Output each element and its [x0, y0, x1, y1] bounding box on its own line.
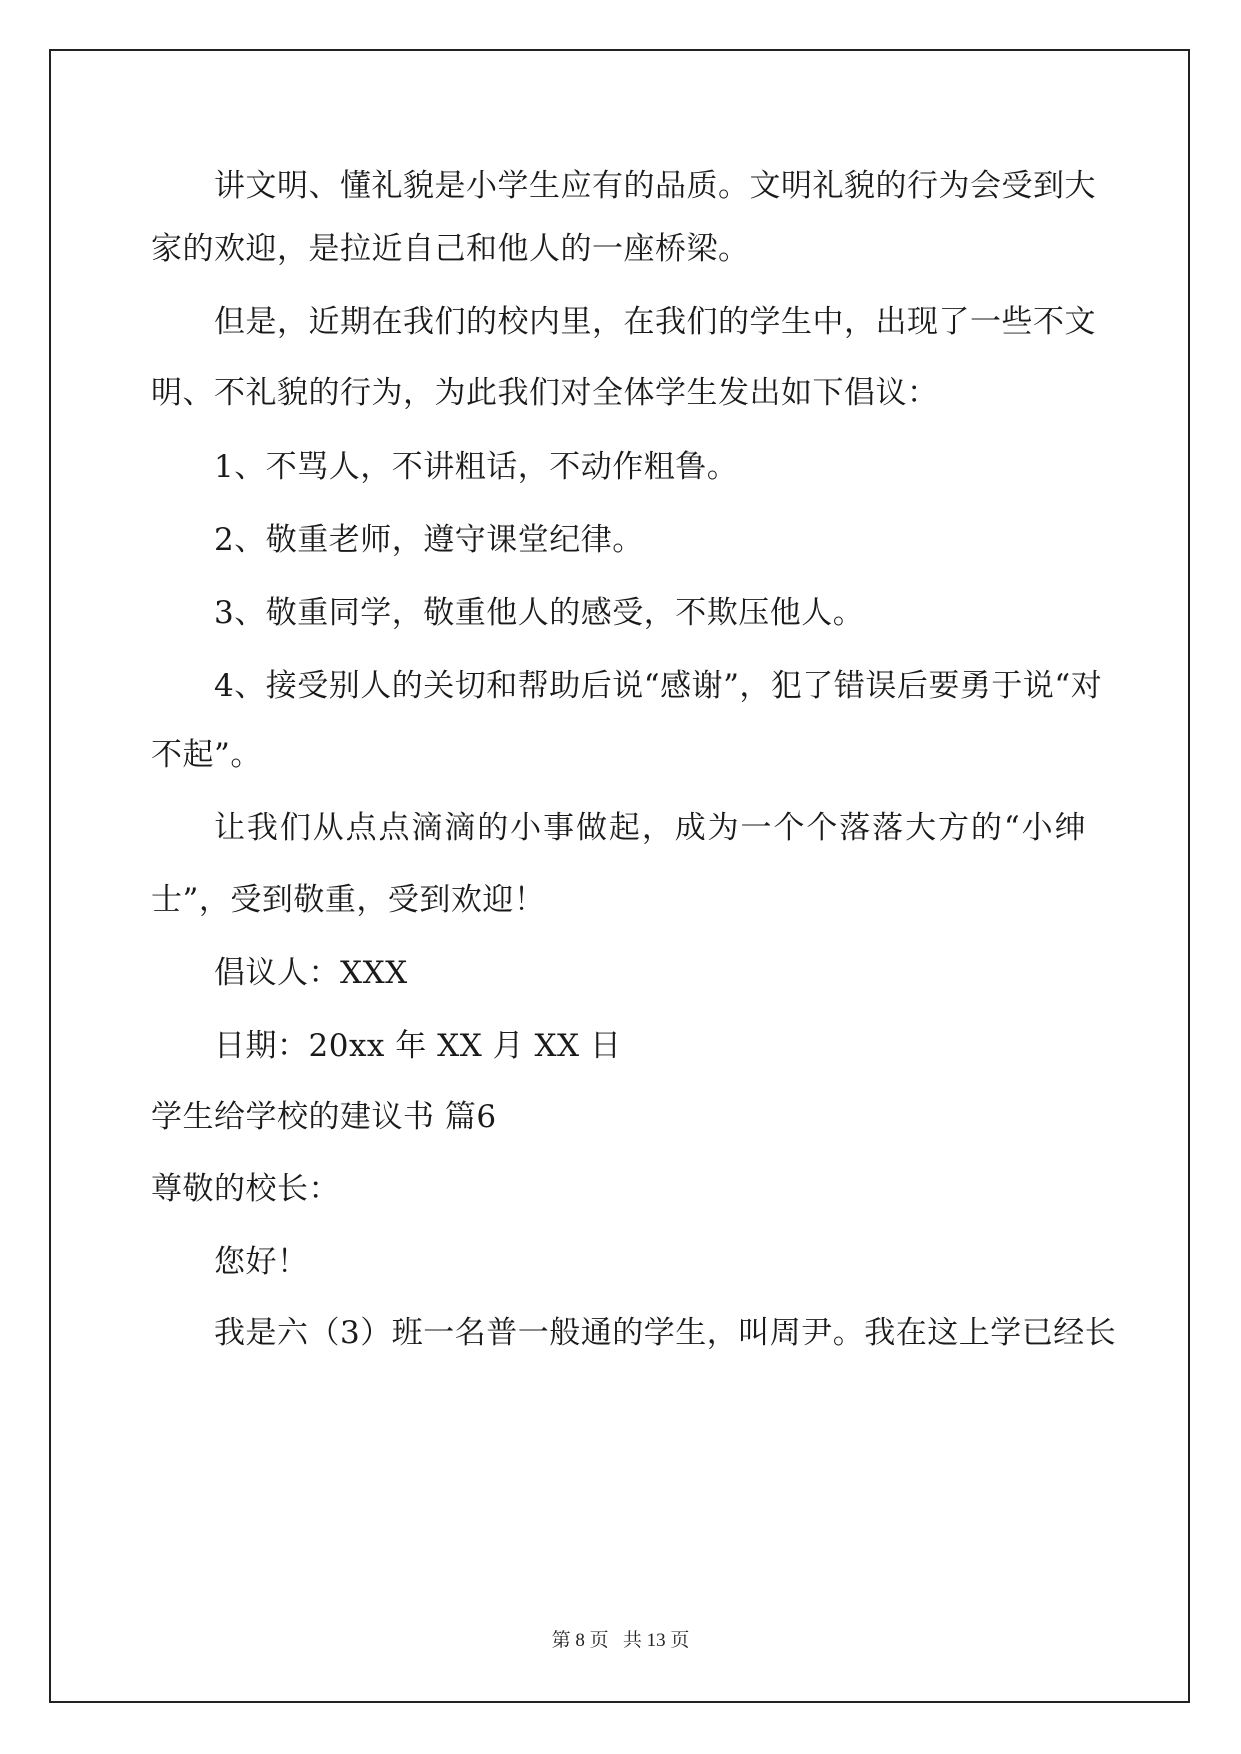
page-number: 第 8 页 共 13 页	[551, 1630, 690, 1651]
paragraph-4-line-1: 我是六（3）班一名普一般通的学生，叫周尹。我在这上学已经长	[214, 1315, 1117, 1351]
paragraph-1-line-1: 讲文明、懂礼貌是小学生应有的品质。文明礼貌的行为会受到大	[214, 168, 1096, 204]
list-item: 3、敬重同学，敬重他人的感受，不欺压他人。	[214, 595, 865, 631]
paragraph-3-line-2: 士”，受到敬重，受到欢迎！	[151, 882, 546, 918]
list-item: 1、不骂人，不讲粗话，不动作粗鲁。	[214, 449, 739, 485]
item-4-line-2: 不起”。	[151, 737, 262, 773]
paragraph-2-line-1: 但是，近期在我们的校内里，在我们的学生中，出现了一些不文	[214, 304, 1096, 340]
page-border	[49, 49, 1190, 1703]
greeting: 您好！	[214, 1244, 309, 1280]
item-4-line-1: 4、接受别人的关切和帮助后说“感谢”，犯了错误后要勇于说“对	[214, 668, 1103, 704]
paragraph-1-line-2: 家的欢迎，是拉近自己和他人的一座桥梁。	[151, 231, 750, 267]
section-title: 学生给学校的建议书 篇6	[151, 1099, 497, 1135]
salutation: 尊敬的校长：	[151, 1171, 340, 1207]
page-footer	[0, 1630, 1241, 1652]
paragraph-2-line-2: 明、不礼貌的行为，为此我们对全体学生发出如下倡议：	[151, 375, 939, 411]
list-item: 2、敬重老师，遵守课堂纪律。	[214, 522, 644, 558]
proposer: 倡议人：XXX	[214, 955, 408, 991]
paragraph-3-line-1: 让我们从点点滴滴的小事做起，成为一个个落落大方的“小绅	[214, 810, 1086, 846]
date: 日期：20xx 年 XX 月 XX 日	[214, 1028, 622, 1064]
